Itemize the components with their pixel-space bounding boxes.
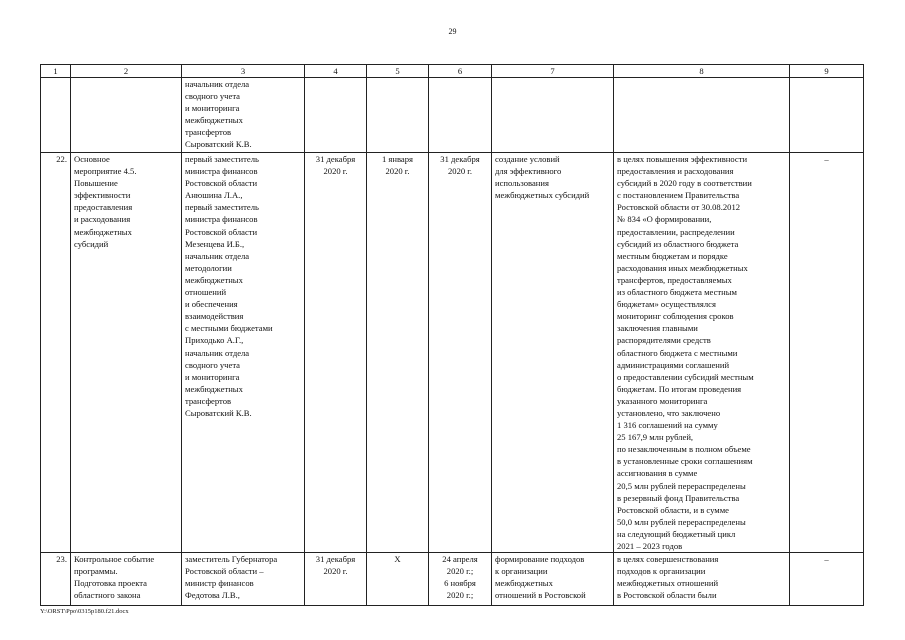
start-date: 1 января 2020 г. bbox=[367, 153, 429, 553]
column-number: 3 bbox=[182, 65, 305, 78]
responsible-executor: первый заместитель министра финансов Ростовской области Анюшина Л.А., первый заместитель министра финансов Ростовской области Мезенцева И.Б., начальник отдела методологии межбюджетных отношений и обеспечения взаимодействия с местными бюджетами Приходько А.Г., начальник отдела сводного учета и мониторинга межбюджетных трансфертов Сыроватский К.В. bbox=[182, 153, 305, 553]
row-number bbox=[41, 78, 71, 153]
table-row bbox=[41, 78, 864, 153]
page-number: 29 bbox=[448, 27, 457, 36]
event-name: Основное мероприятие 4.5. Повышение эффективности предоставления и расходования межбюджетных субсидий bbox=[71, 153, 182, 553]
reasons: – bbox=[790, 153, 864, 553]
column-number: 7 bbox=[492, 65, 614, 78]
reasons bbox=[790, 78, 864, 153]
column-number: 1 bbox=[41, 65, 71, 78]
plan-date bbox=[305, 78, 367, 153]
column-number: 5 bbox=[367, 65, 429, 78]
plan-date: 31 декабря 2020 г. bbox=[305, 153, 367, 553]
event-name: Контрольное событие программы. Подготовка проекта областного закона bbox=[71, 553, 182, 606]
end-date: 31 декабря 2020 г. bbox=[429, 153, 492, 553]
row-number: 23. bbox=[41, 553, 71, 606]
planned-result: создание условий для эффективного использования межбюджетных субсидий bbox=[492, 153, 614, 553]
column-number: 8 bbox=[614, 65, 790, 78]
planned-result bbox=[492, 78, 614, 153]
column-number-row bbox=[41, 65, 864, 78]
event-name bbox=[71, 78, 182, 153]
reasons: – bbox=[790, 553, 864, 606]
actual-result: в целях совершенствования подходов к организации межбюджетных отношений в Ростовской области были bbox=[614, 553, 790, 606]
end-date: 24 апреля 2020 г.; 6 ноября 2020 г.; bbox=[429, 553, 492, 606]
responsible-executor: начальник отдела сводного учета и мониторинга межбюджетных трансфертов Сыроватский К.В. bbox=[182, 78, 305, 153]
start-date bbox=[367, 78, 429, 153]
plan-date: 31 декабря 2020 г. bbox=[305, 553, 367, 606]
planned-result: формирование подходов к организации межбюджетных отношений в Ростовской bbox=[492, 553, 614, 606]
actual-result bbox=[614, 78, 790, 153]
column-number: 9 bbox=[790, 65, 864, 78]
column-number: 6 bbox=[429, 65, 492, 78]
table-row bbox=[41, 153, 864, 553]
start-date: Х bbox=[367, 553, 429, 606]
responsible-executor: заместитель Губернатора Ростовской области – министр финансов Федотова Л.В., bbox=[182, 553, 305, 606]
column-number: 4 bbox=[305, 65, 367, 78]
actual-result: в целях повышения эффективности предоставления и расходования субсидий в 2020 году в соответствии с постановлением Правительства Ростовской области от 30.08.2012 № 834 «О формировании, предоставлении, распределении субсидий из областного бюджета местным бюджетам и порядке расходования иных межбюджетных трансфертов, предоставляемых из областного бюджета местным бюджетам» осуществлялся мониторинг соблюдения сроков заключения главными распорядителями средств областного бюджета с местными администрациями соглашений о предоставлении субсидий местным бюджетам. По итогам проведения указанного мониторинга установлено, что заключено 1 316 соглашений на сумму 25 167,9 млн рублей, по незаключенным в полном объеме в установленные сроки соглашениям ассигнования в сумме 20,5 млн рублей перераспределены в резервный фонд Правительства Ростовской области, и в сумме 50,0 млн рублей перераспределены на следующий бюджетный цикл 2021 – 2023 годов bbox=[614, 153, 790, 553]
file-path-footer: Y:\ORST\Ppo\0315p180.f21.docx bbox=[40, 608, 129, 615]
table-row bbox=[41, 553, 864, 606]
end-date bbox=[429, 78, 492, 153]
row-number: 22. bbox=[41, 153, 71, 553]
column-number: 2 bbox=[71, 65, 182, 78]
report-table bbox=[40, 64, 864, 606]
